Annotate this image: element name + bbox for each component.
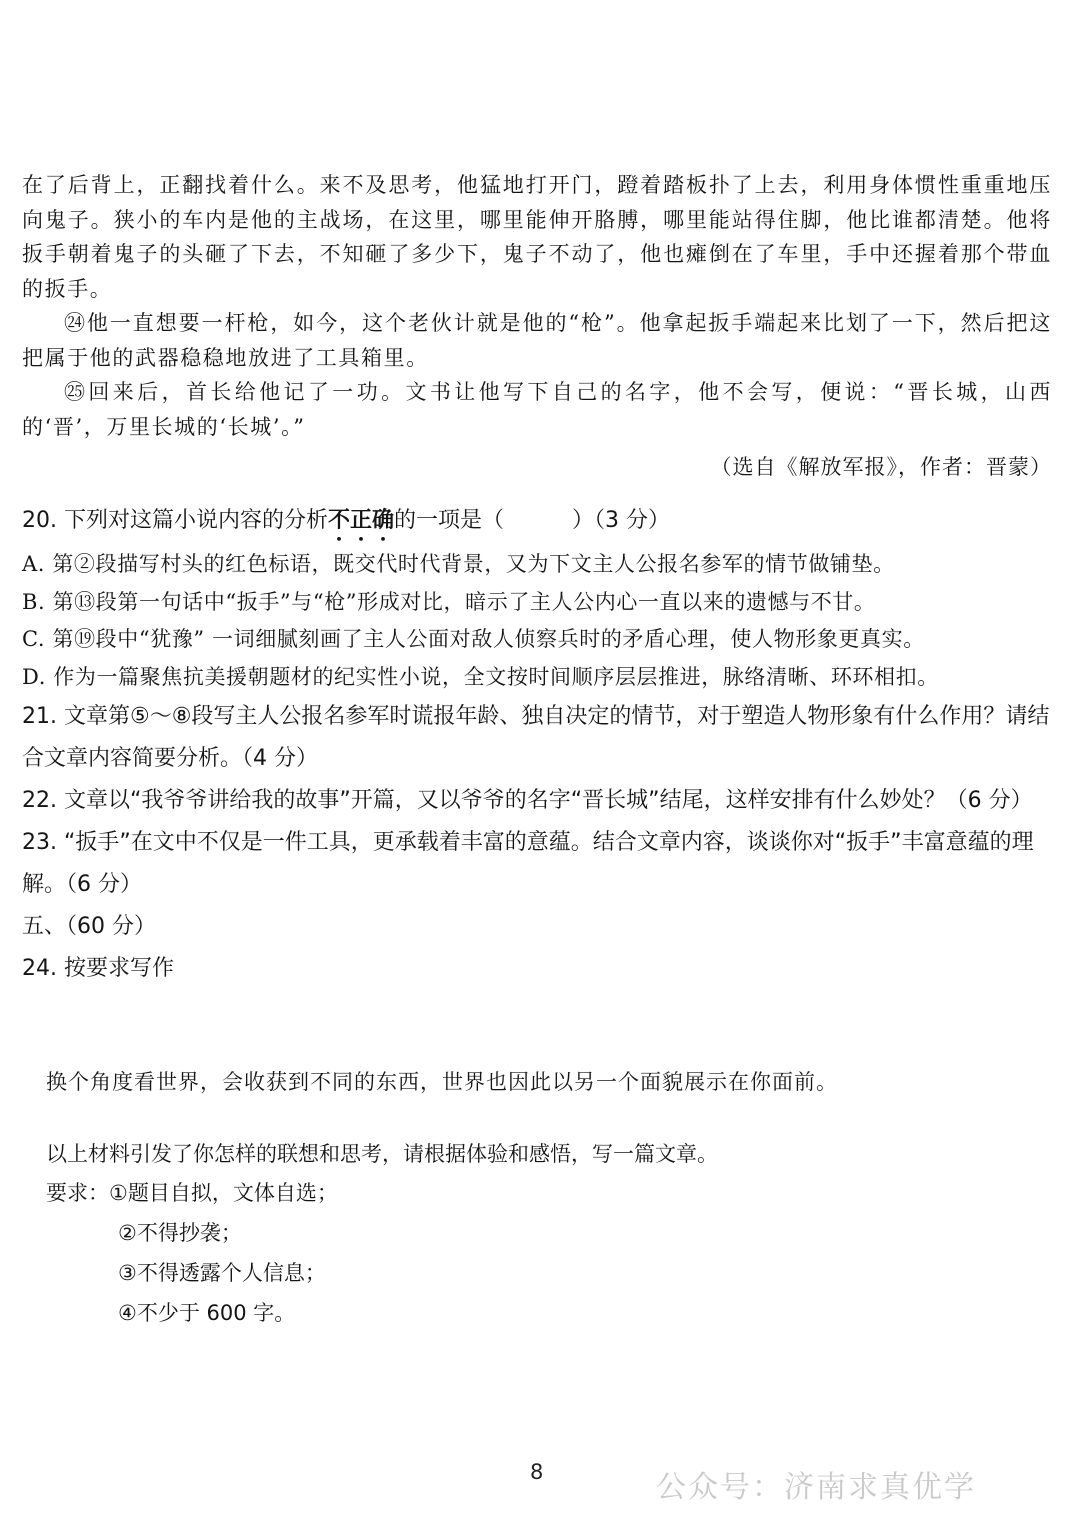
question-20 (22, 500, 1058, 546)
option-d: D. 作为一篇聚焦抗美援朝题材的纪实性小说，全文按时间顺序层层推进，脉络清晰、环环相扣。 (22, 664, 939, 689)
question-21: 21. 文章第⑤～⑧段写主人公报名参军时谎报年龄、独自决定的情节，对于塑造人物形象有什么作用？请结合文章内容简要分析。（4 分） (22, 704, 1050, 771)
option-c: C. 第⑲段中“犹豫” 一词细腻刻画了主人公面对敌人侦察兵时的矛盾心理，使人物形象更真实。 (22, 627, 925, 651)
question-20-score: ）（3 分） (572, 508, 671, 533)
story-source: （选自《解放军报》，作者：晋蒙） (710, 455, 1052, 479)
requirement-4: ④不少于 600 字。 (118, 1301, 296, 1325)
question-20-emphasis: 不正确 (327, 508, 394, 533)
requirement-2: ②不得抄袭； (118, 1221, 242, 1245)
story-paragraph-24: ㉔他一直想要一杆枪，如今，这个老伙计就是他的“枪”。他拿起扳手端起来比划了一下，然后把这把属于他的武器稳稳地放进了工具箱里。 (22, 311, 1052, 370)
requirement-3: ③不得透露个人信息； (118, 1261, 326, 1285)
story-excerpt (22, 168, 1052, 485)
question-20-prefix: 20. 下列对这篇小说内容的分析 (22, 508, 328, 533)
watermark: 公众号：济南求真优学 (656, 1470, 976, 1505)
writing-prompt: 以上材料引发了你怎样的联想和思考，请根据体验和感悟，写一篇文章。 (46, 1142, 718, 1166)
story-paragraph-25: ㉕回来后，首长给他记了一功。文书让他写下自己的名字，他不会写，便说：“晋长城，山西的‘晋’，万里长城的‘长城’。” (22, 380, 1052, 439)
question-20-suffix: 的一项是（ (394, 508, 505, 533)
questions-section (22, 500, 1058, 990)
question-24: 24. 按要求写作 (22, 956, 174, 981)
writing-task (46, 1064, 1046, 1333)
question-23: 23. “扳手”在文中不仅是一件工具，更承载着丰富的意蕴。结合文章内容，谈谈你对“扳手”丰富意蕴的理解。（6 分） (22, 830, 1034, 897)
option-b: B. 第⑬段第一句话中“扳手”与“枪”形成对比，暗示了主人公内心一直以来的遗憾与不甘。 (22, 589, 876, 614)
writing-material: 换个角度看世界，会收获到不同的东西，世界也因此以另一个面貌展示在你面前。 (46, 1070, 838, 1094)
story-paragraph-continued: 在了后背上，正翻找着什么。来不及思考，他猛地打开门，蹬着踏板扑了上去，利用身体惯性重重地压向鬼子。狭小的车内是他的主战场，在这里，哪里能伸开胳膊，哪里能站得住脚，他比谁都清楚。他将扳手朝着鬼子的头砸了下去，不知砸了多少下，鬼子不动了，他也瘫倒在了车里，手中还握着那个带血的扳手。 (22, 173, 1052, 301)
option-a: A. 第②段描写村头的红色标语，既交代时代背景，又为下文主人公报名参军的情节做铺垫。 (22, 552, 895, 576)
section-5-heading: 五、（60 分） (22, 914, 156, 939)
question-22: 22. 文章以“我爷爷讲给我的故事”开篇，又以爷爷的名字“晋长城”结尾，这样安排有什么妙处？（6 分） (22, 788, 1033, 813)
requirement-1: 要求：①题目自拟，文体自选； (46, 1181, 338, 1205)
page-number: 8 (530, 1460, 544, 1484)
